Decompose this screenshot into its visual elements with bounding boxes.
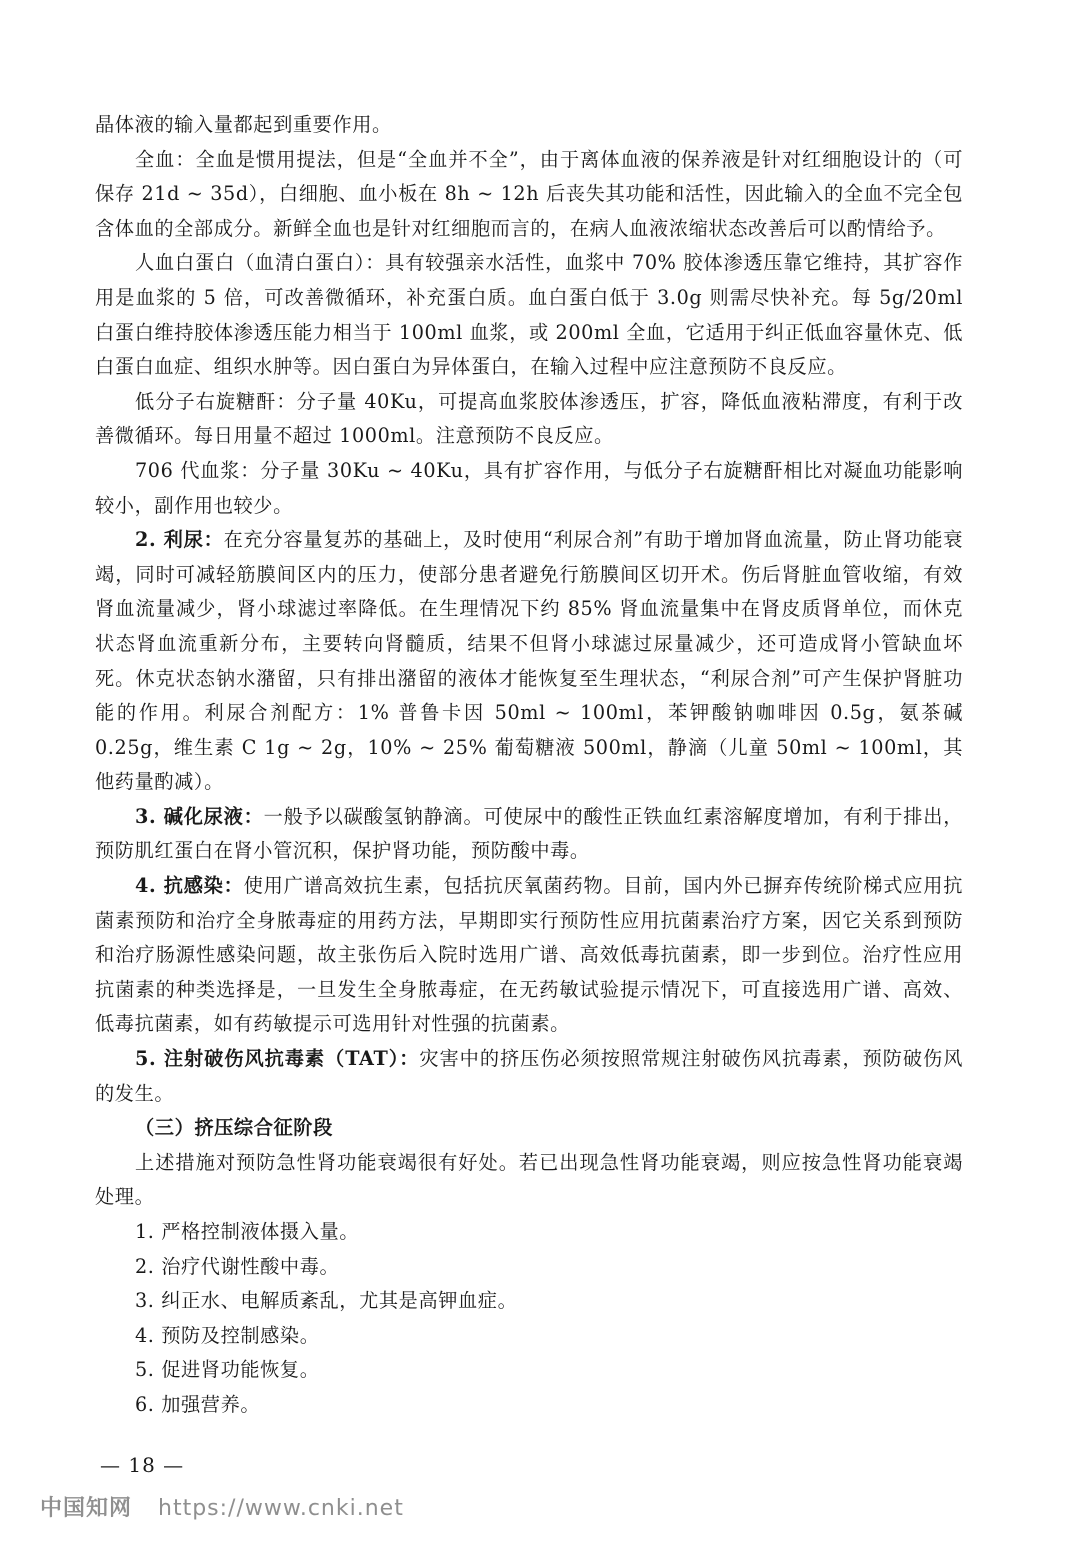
paragraph-tat — [95, 1042, 963, 1111]
list-item: 1. 严格控制液体摄入量。 — [135, 1220, 360, 1243]
document-body — [95, 108, 963, 1423]
treatment-list — [95, 1215, 963, 1423]
section-heading: （三）挤压综合征阶段 — [135, 1116, 333, 1140]
paragraph-continuation: 晶体液的输入量都起到重要作用。 — [95, 113, 392, 136]
paragraph-diuresis — [95, 523, 963, 800]
paragraph-dextran: 低分子右旋糖酐：分子量 40Ku，可提高血浆胶体渗透压，扩容，降低血液粘滞度，有利于改善微循环。每日用量不超过 1000ml。注意预防不良反应。 — [95, 389, 963, 448]
paragraph-alkalinize-urine — [95, 800, 963, 869]
list-item: 5. 促进肾功能恢复。 — [135, 1358, 320, 1382]
paragraph-whole-blood: 全血：全血是惯用提法，但是“全血并不全”，由于离体血液的保养液是针对红细胞设计的（可保存 21d ~ 35d），白细胞、血小板在 8h ~ 12h 后丧失其功能和活性，因此输入的全血不完全包含体血的全部成分。新鲜全血也是针对红细胞而言的，在病人血液浓缩状态改善后可以酌情给予。 — [95, 147, 963, 240]
paragraph-anti-infection — [95, 869, 963, 1042]
page-number: — 18 — — [100, 1453, 185, 1477]
list-item: 2. 治疗代谢性酸中毒。 — [135, 1254, 340, 1278]
paragraph-lead: 3. 碱化尿液： — [135, 804, 264, 828]
paragraph-text: 使用广谱高效抗生素，包括抗厌氧菌药物。目前，国内外已摒弃传统阶梯式应用抗菌素预防和治疗全身脓毒症的用药方法，早期即实行预防性应用抗菌素治疗方案，因它关系到预防和治疗肠源性感染问题，故主张伤后入院时选用广谱、高效低毒抗菌素，即一步到位。治疗性应用抗菌素的种类选择是，一旦发生全身脓毒症，在无药敏试验提示情况下，可直接选用广谱、高效、低毒抗菌素，如有药敏提示可选用针对性强的抗菌素。 — [95, 874, 963, 1036]
paragraph-lead: 4. 抗感染： — [135, 874, 244, 898]
paragraph-text: 一般予以碳酸氢钠静滴。可使尿中的酸性正铁血红素溶解度增加，有利于排出，预防肌红蛋白在肾小管沉积，保护肾功能，预防酸中毒。 — [95, 804, 964, 863]
list-item: 6. 加强营养。 — [135, 1392, 261, 1416]
paragraph-text: 灾害中的挤压伤必须按照常规注射破伤风抗毒素，预防破伤风的发生。 — [95, 1047, 963, 1105]
paragraph-arf: 上述措施对预防急性肾功能衰竭很有好处。若已出现急性肾功能衰竭，则应按急性肾功能衰竭处理。 — [95, 1150, 963, 1209]
paragraph-lead: 5. 注射破伤风抗毒素（TAT）： — [135, 1047, 420, 1071]
paragraph-albumin: 人血白蛋白（血清白蛋白）：具有较强亲水活性，血浆中 70% 胶体渗透压靠它维持，其扩容作用是血浆的 5 倍，可改善微循环，补充蛋白质。血白蛋白低于 3.0g 则需尽快补充。每 5g/20ml 白蛋白维持胶体渗透压能力相当于 100ml 血浆，或 200ml 全血，它适用于纠正低血容量休克、低白蛋白血症、组织水肿等。因白蛋白为异体蛋白，在输入过程中应注意预防不良反应。 — [95, 251, 963, 379]
cnki-logo-text: 中国知网 — [40, 1496, 133, 1521]
watermark-footer — [40, 1491, 404, 1522]
paragraph-706-plasma: 706 代血浆：分子量 30Ku ~ 40Ku，具有扩容作用，与低分子右旋糖酐相比对凝血功能影响较小，副作用也较少。 — [95, 458, 963, 517]
list-item: 3. 纠正水、电解质紊乱，尤其是高钾血症。 — [135, 1289, 518, 1313]
paragraph-text: 在充分容量复苏的基础上，及时使用“利尿合剂”有助于增加肾血流量，防止肾功能衰竭，同时可减轻筋膜间区内的压力，使部分患者避免行筋膜间区切开术。伤后肾脏血管收缩，有效肾血流量减少，肾小球滤过率降低。在生理情况下约 85% 肾血流量集中在肾皮质肾单位，而休克状态肾血流重新分布，主要转向肾髓质，结果不但肾小球滤过尿量减少，还可造成肾小管缺血坏死。休克状态钠水潴留，只有排出潴留的液体才能恢复至生理状态，“利尿合剂”可产生保护肾脏功能的作用。利尿合剂配方：1% 普鲁卡因 50ml ~ 100ml，苯钾酸钠咖啡因 0.5g，氨茶碱 0.25g，维生素 C 1g ~ 2g，10% ~ 25% 葡萄糖液 500ml，静滴（儿童 50ml ~ 100ml，其他药量酌减）。 — [95, 528, 964, 794]
cnki-url[interactable]: https://www.cnki.net — [158, 1496, 404, 1521]
list-item: 4. 预防及控制感染。 — [135, 1323, 320, 1347]
paragraph-lead: 2. 利尿： — [135, 528, 224, 552]
